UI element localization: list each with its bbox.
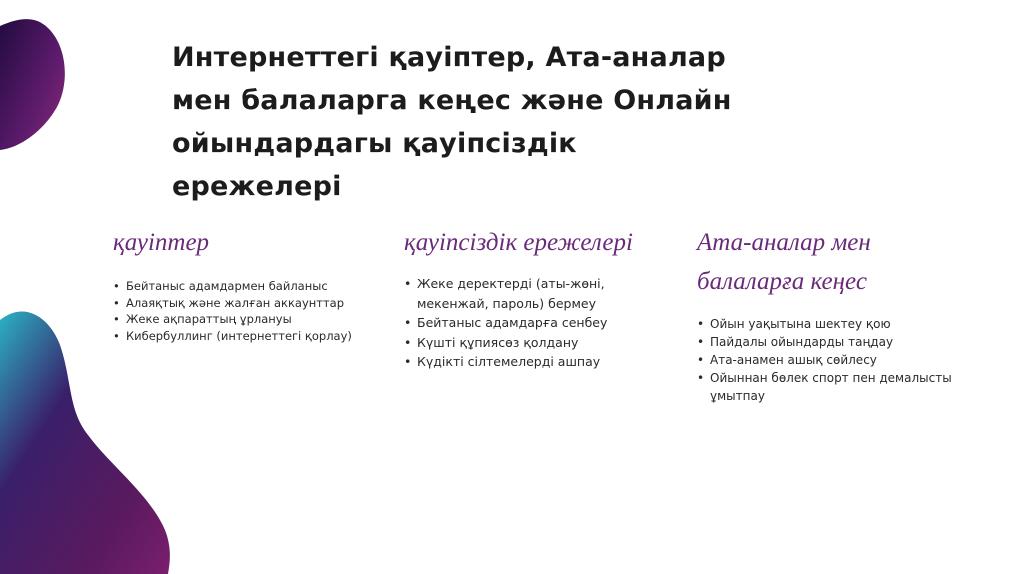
column-parent-advice xyxy=(697,223,957,405)
bullet-list xyxy=(404,274,654,372)
list-item: • Күдікті сілтемелерді ашпау xyxy=(404,352,654,372)
list-item: • Бейтаныс адамдармен байланыс xyxy=(113,278,363,295)
list-item: • Күшті құпиясөз қолдану xyxy=(404,333,654,353)
bullet-list xyxy=(113,278,363,344)
list-item: • Алаяқтық және жалған аккаунттар xyxy=(113,295,363,312)
column-heading: Ата-аналар мен балаларға кеңес xyxy=(697,229,871,295)
top-left-blob xyxy=(0,0,65,150)
list-item: • Жеке ақпараттың ұрлануы xyxy=(113,311,363,328)
list-item: • Пайдалы ойындарды таңдау xyxy=(697,333,957,351)
column-threats xyxy=(113,223,363,344)
slide-title: Интернеттегі қауіптер, Ата-аналар мен балаларга кеңес және Онлайн ойындардагы қауіпсіздік ережелері xyxy=(172,42,732,202)
list-item: • Ойыннан бөлек спорт пен демалысты ұмытпау xyxy=(697,369,957,405)
column-heading: қауіптер xyxy=(113,229,210,256)
list-item: • Бейтаныс адамдарға сенбеу xyxy=(404,313,654,333)
list-item: • Жеке деректерді (аты-жөні, мекенжай, пароль) бермеу xyxy=(404,274,654,313)
bullet-list xyxy=(697,315,957,405)
list-item: • Кибербуллинг (интернеттегі қорлау) xyxy=(113,328,363,345)
column-heading: қауіпсіздік ережелері xyxy=(404,229,633,256)
list-item: • Ойын уақытына шектеу қою xyxy=(697,315,957,333)
column-safety-rules xyxy=(404,223,654,372)
bottom-left-blob xyxy=(0,311,170,574)
list-item: • Ата-анамен ашық сөйлесу xyxy=(697,351,957,369)
